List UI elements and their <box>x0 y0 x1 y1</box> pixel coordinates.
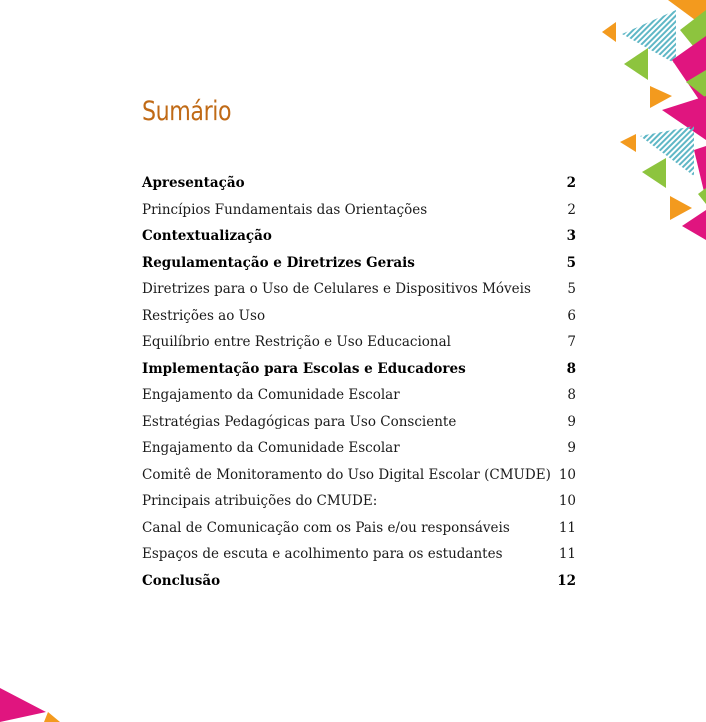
teal-striped-triangle <box>622 10 676 64</box>
toc-entry-page-number: 5 <box>567 281 576 297</box>
toc-subsection-entry[interactable] <box>142 515 576 542</box>
toc-subsection-entry[interactable] <box>142 329 576 356</box>
toc-section-entry[interactable] <box>142 170 576 197</box>
toc-entry-page-number: 8 <box>567 387 576 403</box>
toc-entry-label: Espaços de escuta e acolhimento para os estudantes <box>142 546 503 562</box>
magenta-triangle <box>0 688 46 722</box>
toc-entry-page-number: 12 <box>557 572 576 589</box>
toc-entry-page-number: 8 <box>566 360 576 377</box>
toc-entry-label: Princípios Fundamentais das Orientações <box>142 201 428 218</box>
toc-subsection-entry[interactable] <box>142 409 576 436</box>
toc-entry-label: Canal de Comunicação com os Pais e/ou responsáveis <box>142 519 510 536</box>
orange-small-triangle <box>602 22 616 42</box>
orange-small-triangle <box>620 134 636 152</box>
toc-entry-page-number: 10 <box>558 493 576 509</box>
toc-entry-label: Equilíbrio entre Restrição e Uso Educacional <box>142 334 451 350</box>
toc-entry-label: Principais atribuições do CMUDE: <box>142 493 378 509</box>
toc-entry-label: Estratégias Pedagógicas para Uso Consciente <box>142 413 457 430</box>
orange-small-triangle <box>44 712 60 722</box>
toc-entry-page-number: 3 <box>566 228 576 244</box>
toc-entry-label: Regulamentação e Diretrizes Gerais <box>142 254 415 271</box>
toc-entry-page-number: 2 <box>567 201 576 218</box>
toc-entry-page-number: 11 <box>558 519 576 536</box>
orange-triangle <box>650 86 672 108</box>
toc-subsection-entry[interactable] <box>142 303 576 330</box>
magenta-triangle <box>682 210 706 240</box>
toc-entry-page-number: 7 <box>567 334 576 350</box>
toc-subsection-entry[interactable] <box>142 462 576 489</box>
toc-entry-page-number: 10 <box>558 466 576 483</box>
toc-entry-label: Implementação para Escolas e Educadores <box>142 360 466 377</box>
toc-subsection-entry[interactable] <box>142 276 576 303</box>
toc-entry-label: Conclusão <box>142 572 221 589</box>
table-of-contents <box>142 170 576 594</box>
toc-section-entry[interactable] <box>142 568 576 595</box>
toc-entry-label: Contextualização <box>142 228 272 244</box>
toc-subsection-entry[interactable] <box>142 197 576 224</box>
toc-entry-label: Diretrizes para o Uso de Celulares e Dispositivos Móveis <box>142 281 531 297</box>
toc-entry-label: Engajamento da Comunidade Escolar <box>142 387 400 403</box>
orange-triangle <box>670 196 692 220</box>
toc-entry-label: Apresentação <box>142 175 245 191</box>
green-triangle <box>642 158 666 188</box>
toc-entry-page-number: 6 <box>567 307 576 324</box>
toc-section-entry[interactable] <box>142 356 576 383</box>
toc-subsection-entry[interactable] <box>142 488 576 515</box>
toc-entry-page-number: 5 <box>566 254 576 271</box>
toc-section-entry[interactable] <box>142 223 576 250</box>
toc-entry-page-number: 9 <box>567 413 576 430</box>
toc-entry-label: Engajamento da Comunidade Escolar <box>142 440 400 456</box>
toc-subsection-entry[interactable] <box>142 541 576 568</box>
green-triangle <box>698 188 706 204</box>
toc-subsection-entry[interactable] <box>142 435 576 462</box>
toc-entry-page-number: 2 <box>566 175 576 191</box>
toc-entry-label: Comitê de Monitoramento do Uso Digital Escolar (CMUDE) <box>142 466 551 483</box>
toc-entry-page-number: 9 <box>567 440 576 456</box>
toc-entry-label: Restrições ao Uso <box>142 307 266 324</box>
page-title: Sumário <box>142 96 232 127</box>
green-triangle <box>624 48 648 80</box>
toc-entry-page-number: 11 <box>558 546 576 562</box>
toc-subsection-entry[interactable] <box>142 382 576 409</box>
toc-section-entry[interactable] <box>142 250 576 277</box>
